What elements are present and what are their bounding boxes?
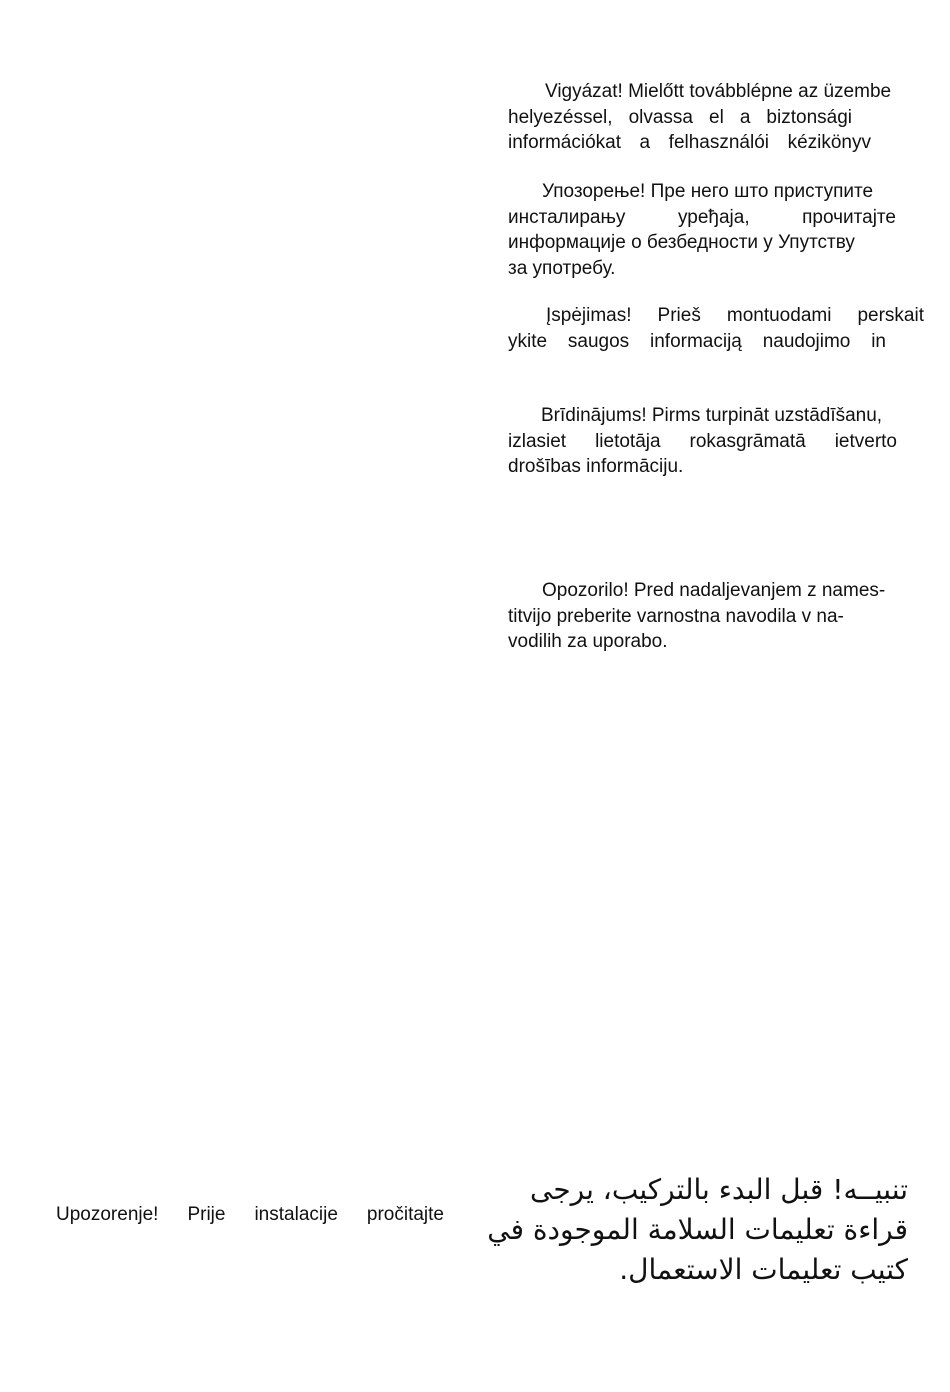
warning-lithuanian-line-1: Įspėjimas! Prieš montuodami perskait (546, 305, 924, 326)
warning-serbian-line-1: Упозорење! Пре него што приступите (542, 181, 874, 202)
warning-slovenian-line-1: Opozorilo! Pred nadaljevanjem z names- (542, 580, 886, 601)
warning-serbian (508, 179, 930, 281)
warning-serbian-line-4: за употребу. (508, 257, 616, 279)
warning-arabic (487, 1170, 908, 1290)
warning-croatian-line-1: Upozorenje! Prije instalacije pročitajte (56, 1204, 444, 1225)
warning-latvian-line-3: drošības informāciju. (508, 456, 684, 477)
warning-latvian-line-1: Brīdinājums! Pirms turpināt uzstādīšanu, (541, 405, 883, 426)
warning-arabic-line-3: كتيب تعليمات الاستعمال. (619, 1253, 908, 1286)
warning-lithuanian (508, 303, 924, 354)
warning-slovenian (508, 578, 932, 655)
warning-slovenian-line-3: vodilih za uporabo. (508, 631, 668, 652)
warning-hungarian (508, 79, 924, 156)
warning-latvian-line-2: izlasiet lietotāja rokasgrāmatā ietverto (508, 430, 897, 452)
warning-serbian-line-3: информације о безбедности у Упутству (508, 232, 855, 253)
warning-serbian-line-2: инсталирању уређаја, прочитајте (508, 206, 896, 228)
warning-lithuanian-line-2: ykite saugos informaciją naudojimo in (508, 330, 886, 352)
warning-hungarian-line-2: helyezéssel, olvassa el a biztonsági (508, 106, 852, 128)
warning-latvian (508, 403, 930, 480)
warning-slovenian-line-2: titvijo preberite varnostna navodila v na- (508, 605, 844, 627)
warning-croatian (56, 1202, 444, 1227)
warning-hungarian-line-1: Vigyázat! Mielőtt továbblépne az üzembe (545, 81, 892, 102)
warning-hungarian-line-3: információkat a felhasználói kézikönyv (508, 132, 871, 153)
warning-arabic-line-2: قراءة تعليمات السلامة الموجودة في (487, 1213, 908, 1246)
warning-arabic-line-1: تنبيــه! قبل البدء بالتركيب، يرجى (530, 1173, 908, 1206)
